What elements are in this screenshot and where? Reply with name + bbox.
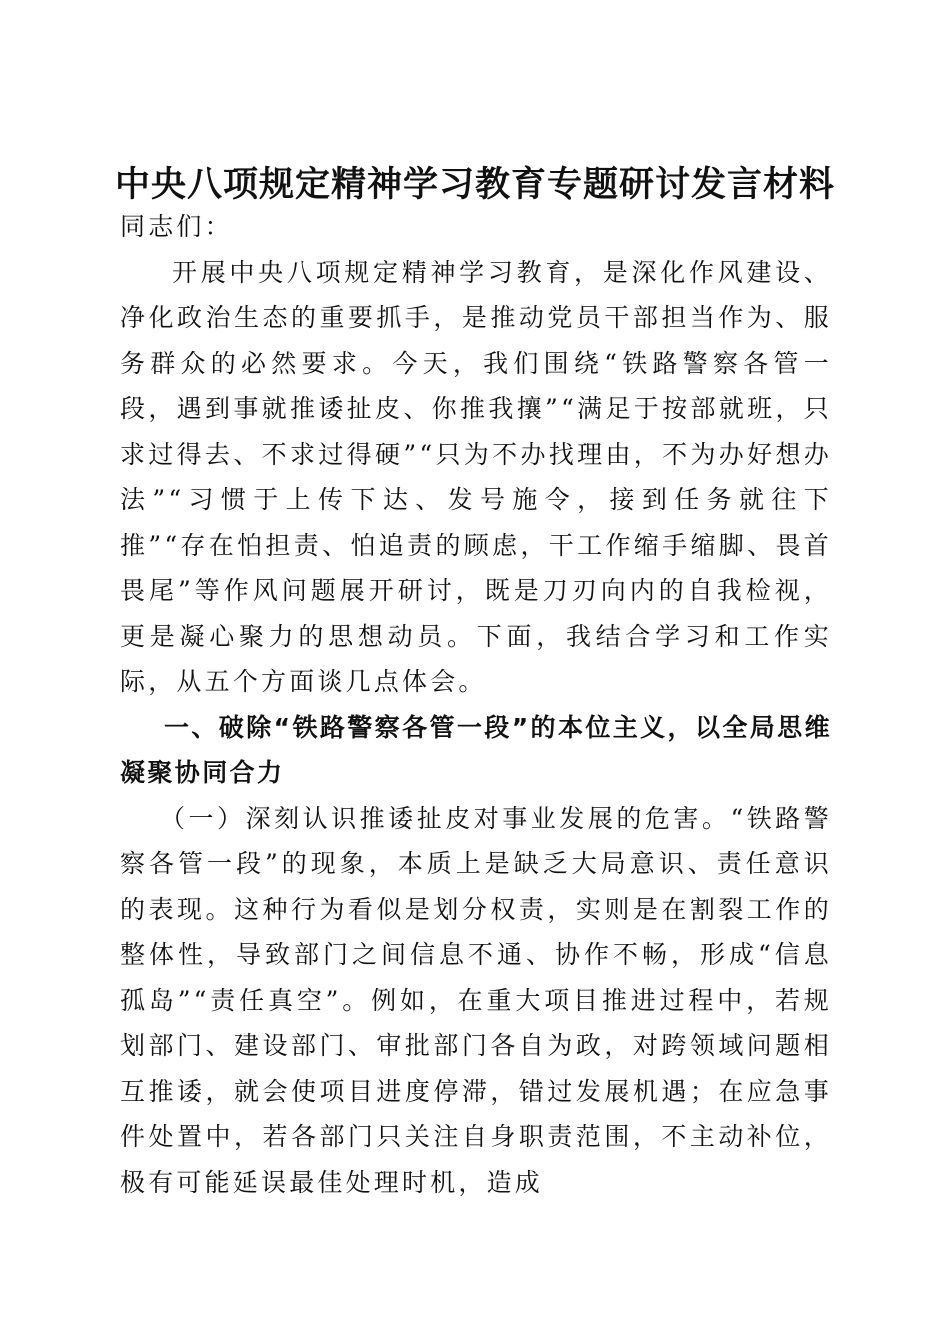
intro-paragraph: 开展中央八项规定精神学习教育，是深化作风建设、净化政治生态的重要抓手，是推动党员干部担当作为、服务群众的必然要求。今天，我们围绕“铁路警察各管一段，遇到事就推诿扯皮、你推我攘”“满足于按部就班，只求过得去、不求过得硬”“只为不办找理由，不为办好想办法”“习惯于上传下达、发号施令，接到任务就往下推”“存在怕担责、怕追责的顾虑，干工作缩手缩脚、畏首畏尾”等作风问题展开研讨，既是刀刃向内的自我检视，更是凝心聚力的思想动员。下面，我结合学习和工作实际，从五个方面谈几点体会。	[120, 257, 832, 696]
document-body	[120, 204, 832, 1205]
subsection-paragraph-1: （一）深刻认识推诿扯皮对事业发展的危害。“铁路警察各管一段”的现象，本质上是缺乏大局意识、责任意识的表现。这种行为看似是划分权责，实则是在割裂工作的整体性，导致部门之间信息不通、协作不畅，形成“信息孤岛”“责任真空”。例如，在重大项目推进过程中，若规划部门、建设部门、审批部门各自为政，对跨领域问题相互推诿，就会使项目进度停滞，错过发展机遇；在应急事件处置中，若各部门只关注自身职责范围，不主动补位，极有可能延误最佳处理时机，造成	[120, 803, 832, 1197]
section-heading-1: 一、破除“铁路警察各管一段”的本位主义，以全局思维凝聚协同合力	[120, 712, 832, 787]
document-title: 中央八项规定精神学习教育专题研讨发言材料	[114, 165, 835, 206]
salutation: 同志们：	[120, 212, 233, 241]
